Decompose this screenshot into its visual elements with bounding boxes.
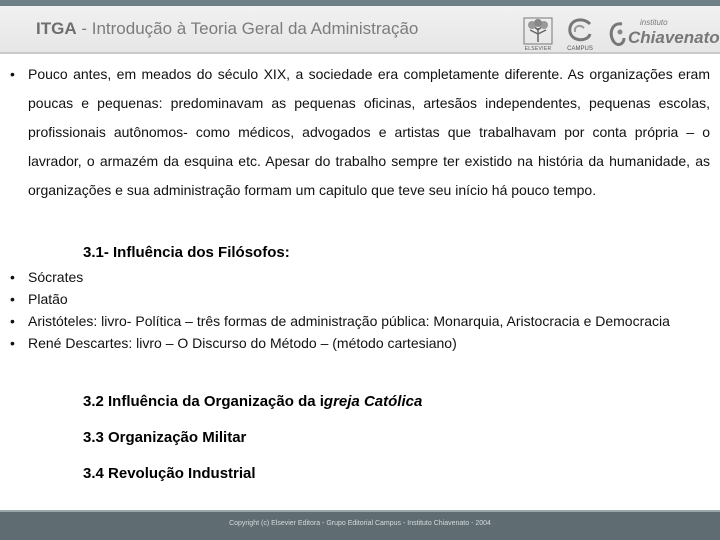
section-heading-3-2-italic: greja Católica: [323, 393, 423, 410]
copyright-text: Copyright (c) Elsevier Editora - Grupo Editorial Campus - Instituto Chiavenato - 2004: [229, 520, 491, 527]
list-item-text: René Descartes: livro – O Discurso do Método – (método cartesiano): [28, 335, 457, 351]
publisher-logos: [512, 14, 720, 54]
section-heading-3-4: 3.4 Revolução Industrial: [83, 465, 256, 482]
section-heading-3-3: 3.3 Organização Militar: [83, 429, 247, 446]
section-heading-3-2-plain: 3.2 Influência da Organização da i: [83, 393, 324, 410]
slide-header: [0, 6, 720, 52]
list-item: [10, 334, 710, 352]
list-item: [10, 290, 710, 308]
chiavenato-logo-small: instituto: [640, 18, 668, 27]
bullet: •: [10, 66, 15, 82]
elsevier-logo-text: ELSEVIER: [524, 46, 552, 52]
intro-paragraph-text: Pouco antes, em meados do século XIX, a sociedade era completamente diferente. As organizações eram poucas e pequenas: predominavam as pequenas oficinas, artesãos independentes, pequenas escolas, profissionais autônomos- como médicos, advogados e artistas que trabalhavam por conta própria – o lavrador, o armazém da esquina etc. Apesar do trabalho sempre ter existido na história da humanidade, as organizações e sua administração formam um capitulo que teve seu início há pouco tempo.: [28, 66, 710, 198]
slide-title-rest: - Introdução à Teoria Geral da Administração: [76, 19, 419, 38]
elsevier-logo: [520, 16, 556, 54]
campus-swirl-icon: [562, 16, 598, 46]
bullet: •: [10, 313, 15, 329]
section-heading-3-2: [83, 393, 422, 410]
intro-paragraph: [10, 60, 710, 205]
slide-title: [36, 19, 418, 39]
chiavenato-swirl-icon: [606, 20, 628, 50]
list-item-text: Platão: [28, 291, 68, 307]
bullet: •: [10, 291, 15, 307]
chiavenato-logo-big: Chiavenato: [628, 28, 720, 47]
campus-logo: [562, 16, 598, 54]
list-item-text: Aristóteles: livro- Política – três formas de administração pública: Monarquia, Aristocracia e Democracia: [28, 313, 670, 329]
elsevier-tree-icon: [520, 16, 556, 46]
list-item: [10, 268, 710, 286]
bullet: •: [10, 335, 15, 351]
header-divider: [0, 52, 720, 54]
chiavenato-logo: [606, 18, 720, 54]
list-item: [10, 312, 710, 330]
list-item-text: Sócrates: [28, 269, 84, 285]
slide-footer: [0, 510, 720, 540]
campus-logo-text: CAMPUS: [567, 46, 593, 52]
section-heading-3-1: 3.1- Influência dos Filósofos:: [83, 244, 290, 261]
philosophers-list: [10, 268, 710, 356]
bullet: •: [10, 269, 15, 285]
footer-divider: [0, 510, 720, 512]
slide-title-bold: ITGA: [36, 19, 77, 38]
